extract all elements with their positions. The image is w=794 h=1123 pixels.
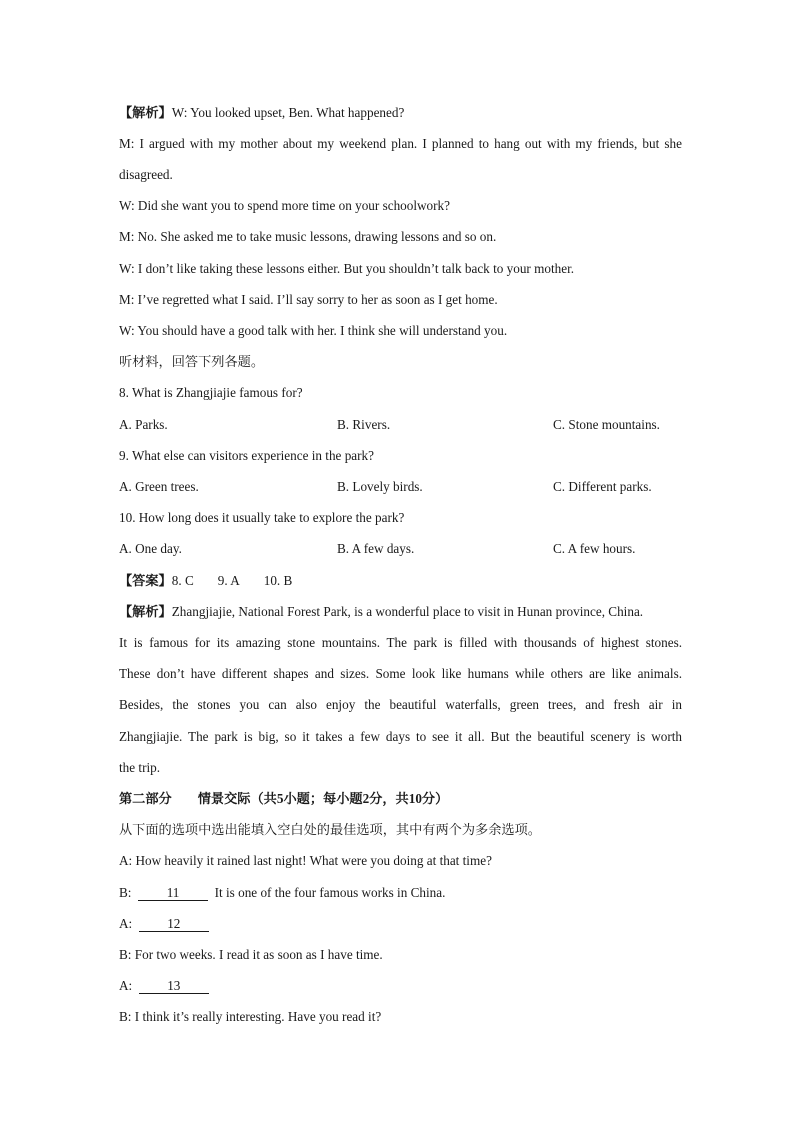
- option: A. Green trees.: [119, 479, 199, 494]
- speaker: A:: [119, 853, 133, 868]
- blank-11[interactable]: 11: [138, 885, 208, 901]
- question-8-stem: 8. What is Zhangjiajie famous for?: [119, 385, 303, 400]
- option: B. A few days.: [337, 541, 415, 556]
- option: A. Parks.: [119, 417, 168, 432]
- option: B. Rivers.: [337, 417, 391, 432]
- analysis1-line-7: M: I’ve regretted what I said. I’ll say sorry to her as soon as I get home.: [119, 292, 498, 307]
- part2-subtitle: 情景交际（共5小题；每小题2分，共10分）: [197, 791, 449, 806]
- option: C. A few hours.: [553, 541, 636, 556]
- blank-13[interactable]: 13: [139, 978, 209, 994]
- option: C. Stone mountains.: [553, 417, 660, 432]
- answer-item: 9. A: [217, 573, 240, 588]
- part2-heading: [119, 790, 682, 808]
- speaker: A:: [119, 916, 133, 931]
- analysis2-line-5: Zhangjiajie. The park is big, so it takes a few days to see it all. But the beautiful scenery is worth: [119, 729, 682, 744]
- part2-title: 第二部分: [119, 791, 172, 806]
- speaker: B:: [119, 1009, 132, 1024]
- analysis1-line-3: disagreed.: [119, 167, 173, 182]
- analysis2-line-4: Besides, the stones you can also enjoy the beautiful waterfalls, green trees, and fresh air in: [119, 697, 682, 712]
- analysis1-line-2: M: I argued with my mother about my weekend plan. I planned to hang out with my friends, but she: [119, 136, 682, 151]
- dialogue-text: I think it’s really interesting. Have you read it?: [134, 1009, 382, 1024]
- dialogue-line-5: [119, 977, 682, 995]
- analysis2-line-3: These don’t have different shapes and sizes. Some look like humans while others are like animals.: [119, 666, 682, 681]
- dialogue-text: For two weeks. I read it as soon as I have time.: [134, 947, 383, 962]
- analysis1-line-4: W: Did she want you to spend more time on your schoolwork?: [119, 198, 450, 213]
- analysis1-line-6: W: I don’t like taking these lessons either. But you shouldn’t talk back to your mother.: [119, 261, 575, 276]
- analysis2-line-1: [119, 603, 682, 621]
- answer-tag: 【答案】: [119, 573, 172, 588]
- dialogue-text: How heavily it rained last night! What were you doing at that time?: [135, 853, 492, 868]
- part2-instruction: 从下面的选项中选出能填入空白处的最佳选项，其中有两个为多余选项。: [119, 822, 541, 837]
- speaker: A:: [119, 978, 133, 993]
- analysis2-line-2: It is famous for its amazing stone mountains. The park is filled with thousands of highest stones.: [119, 635, 682, 650]
- analysis-tag: 【解析】: [119, 604, 172, 619]
- option: B. Lovely birds.: [337, 479, 423, 494]
- speaker: B:: [119, 885, 132, 900]
- question-10-stem: 10. How long does it usually take to explore the park?: [119, 510, 405, 525]
- listening-instruction: 听材料，回答下列各题。: [119, 354, 265, 369]
- answer-item: 10. B: [263, 573, 293, 588]
- dialogue-text: W: You looked upset, Ben. What happened?: [171, 105, 405, 120]
- analysis1-line-5: M: No. She asked me to take music lessons, drawing lessons and so on.: [119, 229, 497, 244]
- dialogue-line-1: [119, 852, 682, 870]
- dialogue-line-2: [119, 884, 682, 902]
- answers-line: [119, 572, 682, 590]
- analysis2-line-6: the trip.: [119, 760, 161, 775]
- analysis1-line-8: W: You should have a good talk with her. I think she will understand you.: [119, 323, 508, 338]
- option: C. Different parks.: [553, 479, 652, 494]
- answer-item: 8. C: [171, 573, 194, 588]
- analysis1-line-1: [119, 104, 682, 122]
- blank-12[interactable]: 12: [139, 916, 209, 932]
- analysis-tag: 【解析】: [119, 105, 172, 120]
- dialogue-line-3: [119, 915, 682, 933]
- dialogue-line-4: [119, 946, 682, 964]
- option: A. One day.: [119, 541, 182, 556]
- passage-text: Zhangjiajie, National Forest Park, is a wonderful place to visit in Hunan province, China.: [171, 604, 644, 619]
- speaker: B:: [119, 947, 132, 962]
- question-9-stem: 9. What else can visitors experience in the park?: [119, 448, 374, 463]
- dialogue-text: It is one of the four famous works in China.: [214, 885, 446, 900]
- dialogue-line-6: [119, 1008, 682, 1026]
